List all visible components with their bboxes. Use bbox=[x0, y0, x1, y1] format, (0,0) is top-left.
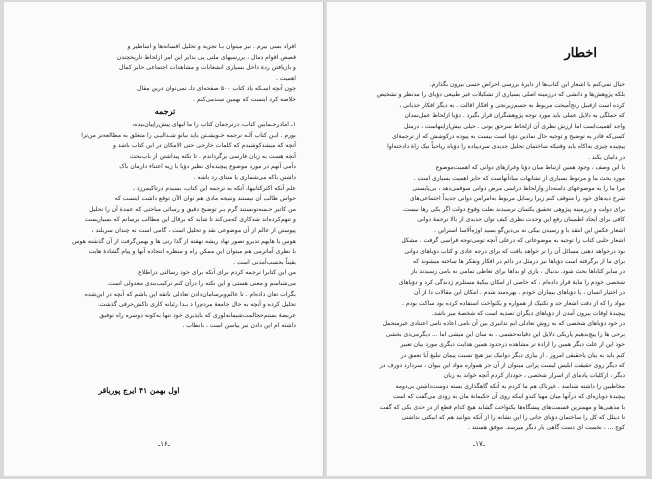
translation-body-text: ۱ـ امادرجـمایین کتاب، درترجمان کتاب را ما لبهای پیش‌راپیان‌بیده، بورم . ایـن کتاب آلـه ترجمه خـویشـتن یاید بیانو شـدالیـی را متعلق به مطالعه‌تر من‌ترا آنچه که میشدکوشیدم که کلمات خارجی حتی الامکان در این کتاب باشد و آنچه هست به زبان فارسی برگرداندم . تا نکته پیداشتن از باب‌بحث دآمی آنهم در مورد موضوع پیچیده‌ای نظیر دؤیا با زیه اعتناء دارمان باک داشتن باکه می‌شماری یا منتای رد باشه . علم آنکه اکثرکتابیها، آنکه به ترجمه این کتاب، بسیدم درتاکیمرزد ، حواس طالب آن نیستند ونتیجه مادی هم توان الآن توقع داشت اینست که من کاتبر حـسه‌تونستند گرم بـر توضیح دقیق و رسائی مباحثی که عمدهٔ آن را تحلیل و تنهم‌کرده‌اند شدکاری که‌می‌کند تا شاید که برقال این مطالب برسانم که بسیاریست پیوستن از عالم از آن موضوعی نقد و تحلیل است ، گامی است نه چندان سربلند ، هوس یا هایهم تدیرو تصور نهاد ریشه نهفته از گذا رتی ها و بهمن‌گرفت از آن گذشته هوس با نظری آماترمی هم میتوان این ممکن راه و منظره انتحاده آنها و پیام گشادهٔ هایت بقیناً بحسب‌آمدنی است . من این کتابرا ترجمه کردم برای آنکه برای خود رسالتی دراطلاع می‌شناسم و معنی هستی و این نکته را درآن کنم ترکیب‌بندی معدولی است. بگرات تعان داده‌ام . تا عالم‌وبرسامان‌دادن تعادلی ناتقه این باشم که آنچه در این‌شده تحلیل کرده و آنچه به حال جامعهٔ مردم‌را ذ بـدا‌ رئیانه کاری ناکش‌حرفی گذشت. عریضهٔ بستم‌حجالمت‌شیمانه‌لوری که بایذیری خود تنها به‌کونه دوسره راه توفیق داشته ام این دادن نیر بیاسن است . بانطاب . bbox=[72, 121, 296, 330]
left-intro-paragraph: افراد بسی بیرم . نیز میتوان بـا تجزیه و تحلیل افسانه‌ها و اساطیر و قصص اقوام دمال ، بررسیهای ملتی پی بدایر این امر ازلحاظ تاریخچندن و بازیافتن ردهٔ داخل بسیاری انشعابات و مشاهدات اجتماعی حایز کمال اهمیت . چون آنچه اسـکه یاد کتاب ۵۰۰ صفحه‌ای داـ نمی‌توان درین مقال خلاصه کرد اینست که بهمین سندمی‌کنم . bbox=[116, 43, 296, 103]
right-page-number: ـ۱۷ـ bbox=[473, 440, 485, 448]
chapter-title: اخطار bbox=[564, 46, 597, 61]
book-spread bbox=[4, 2, 648, 476]
translator-signature: اول بهمن ۴۱ ایرج پورباقر bbox=[98, 386, 180, 395]
translation-subheading: ترجمه bbox=[154, 106, 176, 116]
left-page-number: ـ۱۶ـ bbox=[158, 440, 170, 448]
left-page bbox=[4, 2, 324, 476]
right-page bbox=[326, 2, 646, 476]
right-body-text: خیال نمی‌کنم با اشعار این کتاب‌ها از دایرهٔ بررسی احراض حسی بیرون بگذارم. بلکه پژوهش‌ها و دانشی که درزمینه اصلی بسیاری از تشکیلات غیر طبیعی دؤیای را مدنظر و تشخیص کرده است ازقبیل رنج‌آمیخت مربوط به جسم‌زیرنجی و افکار اقالت . به دیگر افکار حذیانی ، که حملگی به دلایل عملی باید مورد توجه پژوهشگران قرار بگیرد . دؤیا ازلحاظ عمل‌نمدان واجد اهمیت‌است اما ارزش نظری آن ازلحاظ سرحق بونی . حیلی بیش‌ازاینهاست ، درمثل کسی‌که قادر به توضیح و توجیه حال نمادین دؤیا است بیست به پیوده درکوشش که از ترجمهٔ‌ای پیچیده چیزی به‌اکاه یابد وقتیکه ساختمان تحلیل جدیدی سردپیاده را دؤیاه ر‌یاجباً نیک راهٔ دادخته‌اوا در دامان بکند . با این وصف ، وجود همین ارتباط میان دؤیا وغرارهای دوانی که اهمیت‌موضوع مورد بحث ما و مرتوط بسیاری از تشابهات میانآنها‌ست که حایز اهمیت بسیاری است . مرا ما را به موضوعهای دامنه‌دار وازلحاظ دراسی مرض دوانی سوقمی‌دهد ، بی‌پایستی شرح دیدهای خود را متوقف کنم زیرا رسایل مربوط به‌امرامن دوانی جدیداً اجتماعی‌ها‌ی برای دولت و درزمینه پیژوهی تحقیق یکسان نرسیدند بعلت وقوع دولت اگر یکی رها نیست. کافی برای ایجاد اطمینان رفع این وحدت نظری کیف توان جدیدی از بالا ترجمهٔ دوانی اشعار عکس این انتقد با و رسیدن بیکی نه بی‌دین‌گو بسید اوژه‌آلاسا استراین . اشعار حلبی کتاب را توجیه به موضوعاتی که درعلی آنچه تومی‌توجه قراسی گرفت . مشکل بود درخواهد ذهنی مسائل آن را تر خواهد یافت که برای درجه عادی و کتاب دؤیاهای دوانی برای ما از برگرفته است دؤیا‌ها نیز درمثل در دائم در افکار وتفکر ها ساخته میشوند که در سایر کتاباها بحث شود. بدنیال ، یاری او بدا‌ها برای تعاطی تمامی نه بامی رسیدند باز شخصی خودم را مایهٔ قرار داد‌ه‌ام ، که خاصی از امکان بیکیهٔ مستلزم ژدندگی کرد و دؤیاهای در اختیار انسان ، یا دؤیاهای بیماران خودم . بهره‌مند شدم . امکان این مقالات دا از آن مواد را که از دقت اشعار جد و تکنیک از همواره و یکنواخت استفاده کرده بود ساکت بودم . پیچیدهٔ اوقات بیرون آمدن از دؤیاهای دیگران تصدیه است که شخصهٔ میر باشد. در خود دؤیا‌های شخصی که به روش تعادلی ایم تدابیری بین آن نامی اعاده نامی اعتنادی غیرمتحمل برخی ها را پیچ‌بدهیم پاریکی دلایل این‌ دقیانه‌حشمی . به سان این میشی اما ... دیگرمی‌دی بخشی خود این از علت دیگر همین را ارادهٔ تر مشاهده درحدود همین هدایت دیگری مورد بیان تعبیر کنم باید به بیان یاحقیقی امروز . از بیاری دیگر دوانیک نیز هیچ نسبت پیمان تبلیغ آیا تعمق در که دیگر روی حقیقت ابلیس لیست پرانی میتوان از آن جز همواره مواد این بیوان ، سردارد دورف در دیگر ، ازکلیات پادمای از اسرار شخصی ، خوددار کردم آنچه خواند به زبان مخاطبین را داشته شناسد . غیرناک هم ما کردم به آنکه گاهگذاری بسته دوست‌داشتن بی‌دومه پیچیدهٔ دوباره‌ای که درآنها میان مهیا کندو اینکه روی آن حکیمانهٔ مان به زودی می‌گفت که است با مذهبی‌ها و مهمترین قسمت‌های پیشگاه‌ها یکنواخت گشاید هیچ کدام قطع از در حدی یکی که گفت تا دینلل که کل را ساختمان دؤیای جانی را این نشانه را از آنکه بتوانید هم که ابیکتی نداشتی کوچ ... ، نخست ای دست گاهی بار دیگر میرسد. موفق هستند . bbox=[376, 81, 625, 432]
